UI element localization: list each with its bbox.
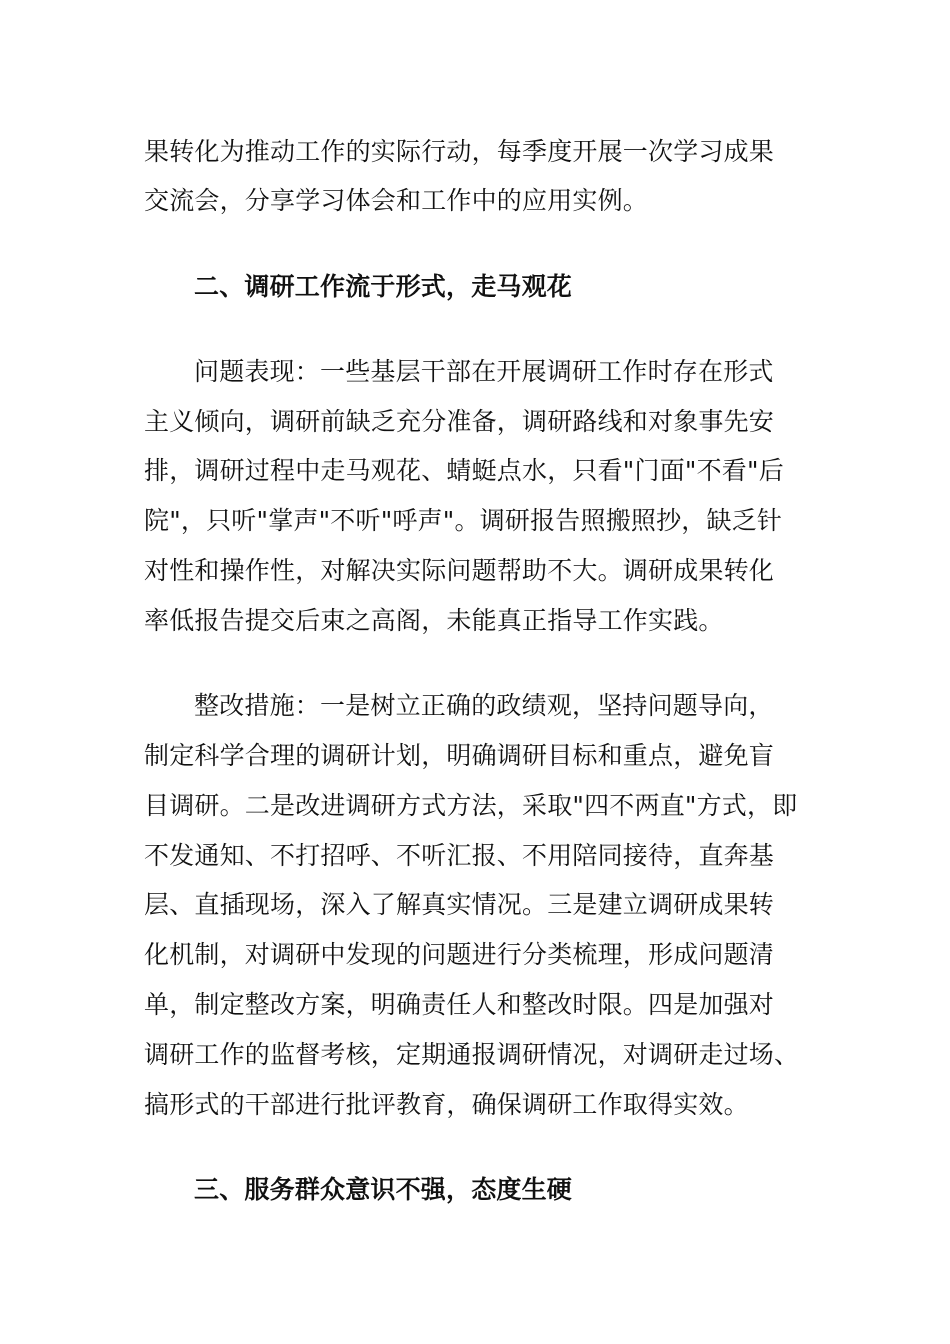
paragraph-line: 主义倾向，调研前缺乏充分准备，调研路线和对象事先安: [144, 407, 775, 436]
paragraph-line: 层、直插现场，深入了解真实情况。三是建立调研成果转: [144, 890, 775, 919]
paragraph-line: 果转化为推动工作的实际行动，每季度开展一次学习成果: [144, 137, 775, 166]
section-heading-3: 三、服务群众意识不强，态度生硬: [194, 1175, 573, 1204]
paragraph-line: 对性和操作性，对解决实际问题帮助不大。调研成果转化: [144, 556, 775, 585]
paragraph-line: 化机制，对调研中发现的问题进行分类梳理，形成问题清: [144, 940, 775, 969]
paragraph-line: 排，调研过程中走马观花、蜻蜓点水，只看"门面"不看"后: [144, 456, 784, 485]
paragraph-line: 单，制定整改方案，明确责任人和整改时限。四是加强对: [144, 990, 775, 1019]
paragraph-line: 交流会，分享学习体会和工作中的应用实例。: [144, 186, 649, 215]
section-heading-2: 二、调研工作流于形式，走马观花: [194, 272, 573, 301]
paragraph-line: 问题表现：一些基层干部在开展调研工作时存在形式: [194, 357, 774, 386]
paragraph-line: 院"，只听"掌声"不听"呼声"。调研报告照搬照抄，缺乏针: [144, 506, 783, 535]
paragraph-line: 不发通知、不打招呼、不听汇报、不用陪同接待，直奔基: [144, 841, 775, 870]
paragraph-line: 调研工作的监督考核，定期通报调研情况，对调研走过场、: [144, 1040, 800, 1069]
paragraph-line: 率低报告提交后束之高阁，未能真正指导工作实践。: [144, 606, 724, 635]
paragraph-line: 搞形式的干部进行批评教育，确保调研工作取得实效。: [144, 1090, 749, 1119]
paragraph-line: 目调研。二是改进调研方式方法，采取"四不两直"方式，即: [144, 791, 798, 820]
paragraph-line: 制定科学合理的调研计划，明确调研目标和重点，避免盲: [144, 741, 775, 770]
paragraph-line: 整改措施：一是树立正确的政绩观，坚持问题导向，: [194, 691, 774, 720]
